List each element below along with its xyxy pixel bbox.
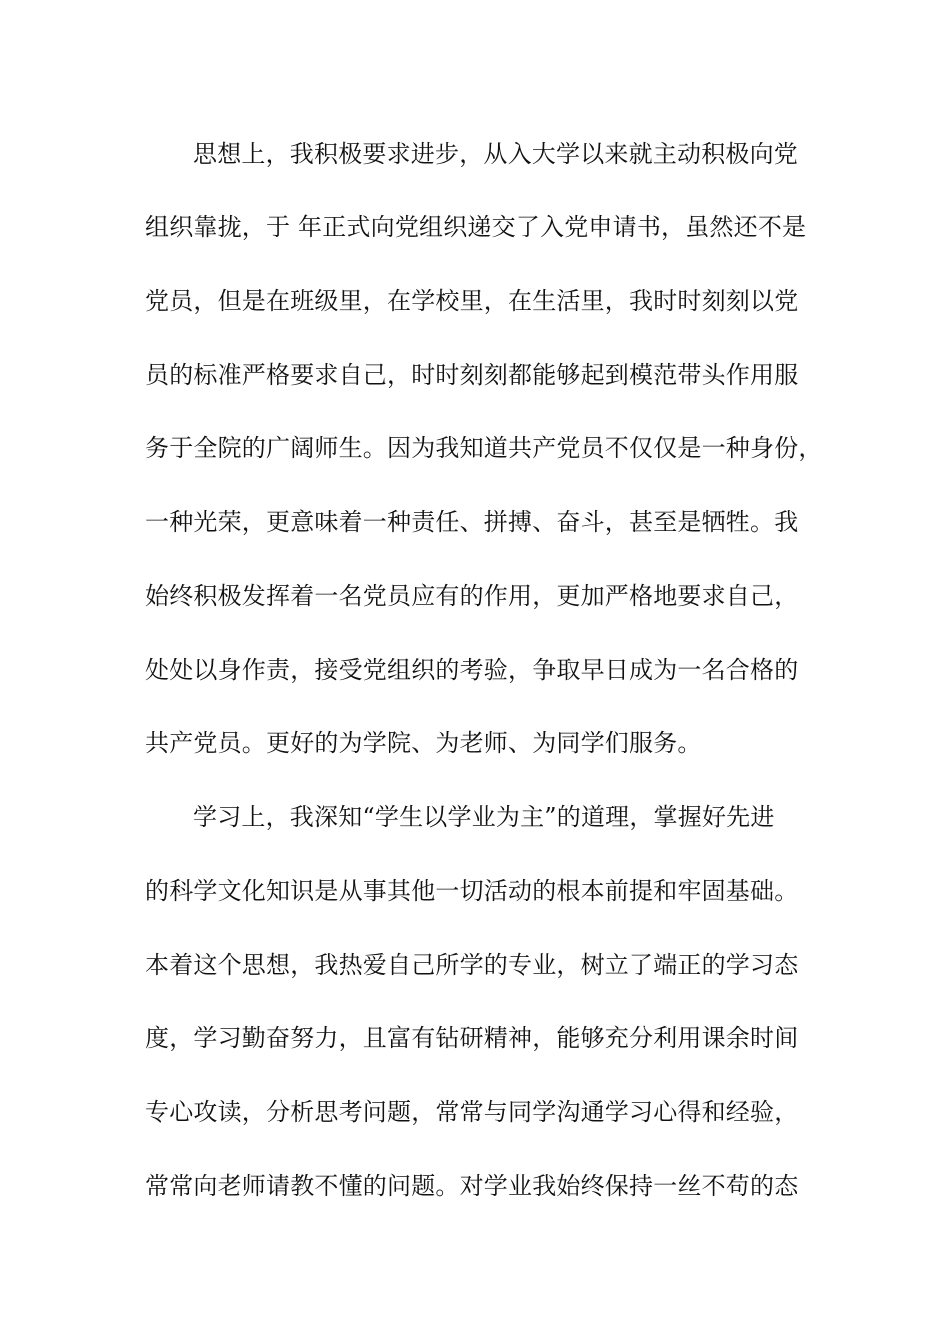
paragraph-1-line-8: 处处以身作责，接受党组织的考验，争取早日成为一名合格的 [145,656,799,684]
paragraph-1-line-1: 思想上，我积极要求进步，从入大学以来就主动积极向党 [193,140,798,168]
paragraph-1-line-2: 组织靠拢，于 年正式向党组织递交了入党申请书，虽然还不是 [145,213,807,241]
paragraph-1-line-3: 党员，但是在班级里，在学校里，在生活里，我时时刻刻以党 [145,287,799,315]
paragraph-1-line-4: 员的标准严格要求自己，时时刻刻都能够起到模范带头作用服 [145,361,799,389]
paragraph-2-line-6: 常常向老师请教不懂的问题。对学业我始终保持一丝不苟的态 [145,1172,799,1200]
paragraph-2-line-1: 学习上，我深知“学生以学业为主”的道理，掌握好先进 [193,803,775,831]
paragraph-2-line-4: 度，学习勤奋努力，且富有钻研精神，能够充分利用课余时间 [145,1024,799,1052]
paragraph-1-line-9: 共产党员。更好的为学院、为老师、为同学们服务。 [145,729,702,757]
paragraph-1-line-5: 务于全院的广阔师生。因为我知道共产党员不仅仅是一种身份， [145,434,823,462]
paragraph-2-line-3: 本着这个思想，我热爱自己所学的专业，树立了端正的学习态 [145,951,799,979]
paragraph-1-line-7: 始终积极发挥着一名党员应有的作用，更加严格地要求自己， [145,582,799,610]
paragraph-2-line-2: 的科学文化知识是从事其他一切活动的根本前提和牢固基础。 [145,877,799,905]
paragraph-1-line-6: 一种光荣，更意味着一种责任、拼搏、奋斗，甚至是牺牲。我 [145,508,799,536]
paragraph-2-line-5: 专心攻读，分析思考问题，常常与同学沟通学习心得和经验， [145,1098,799,1126]
